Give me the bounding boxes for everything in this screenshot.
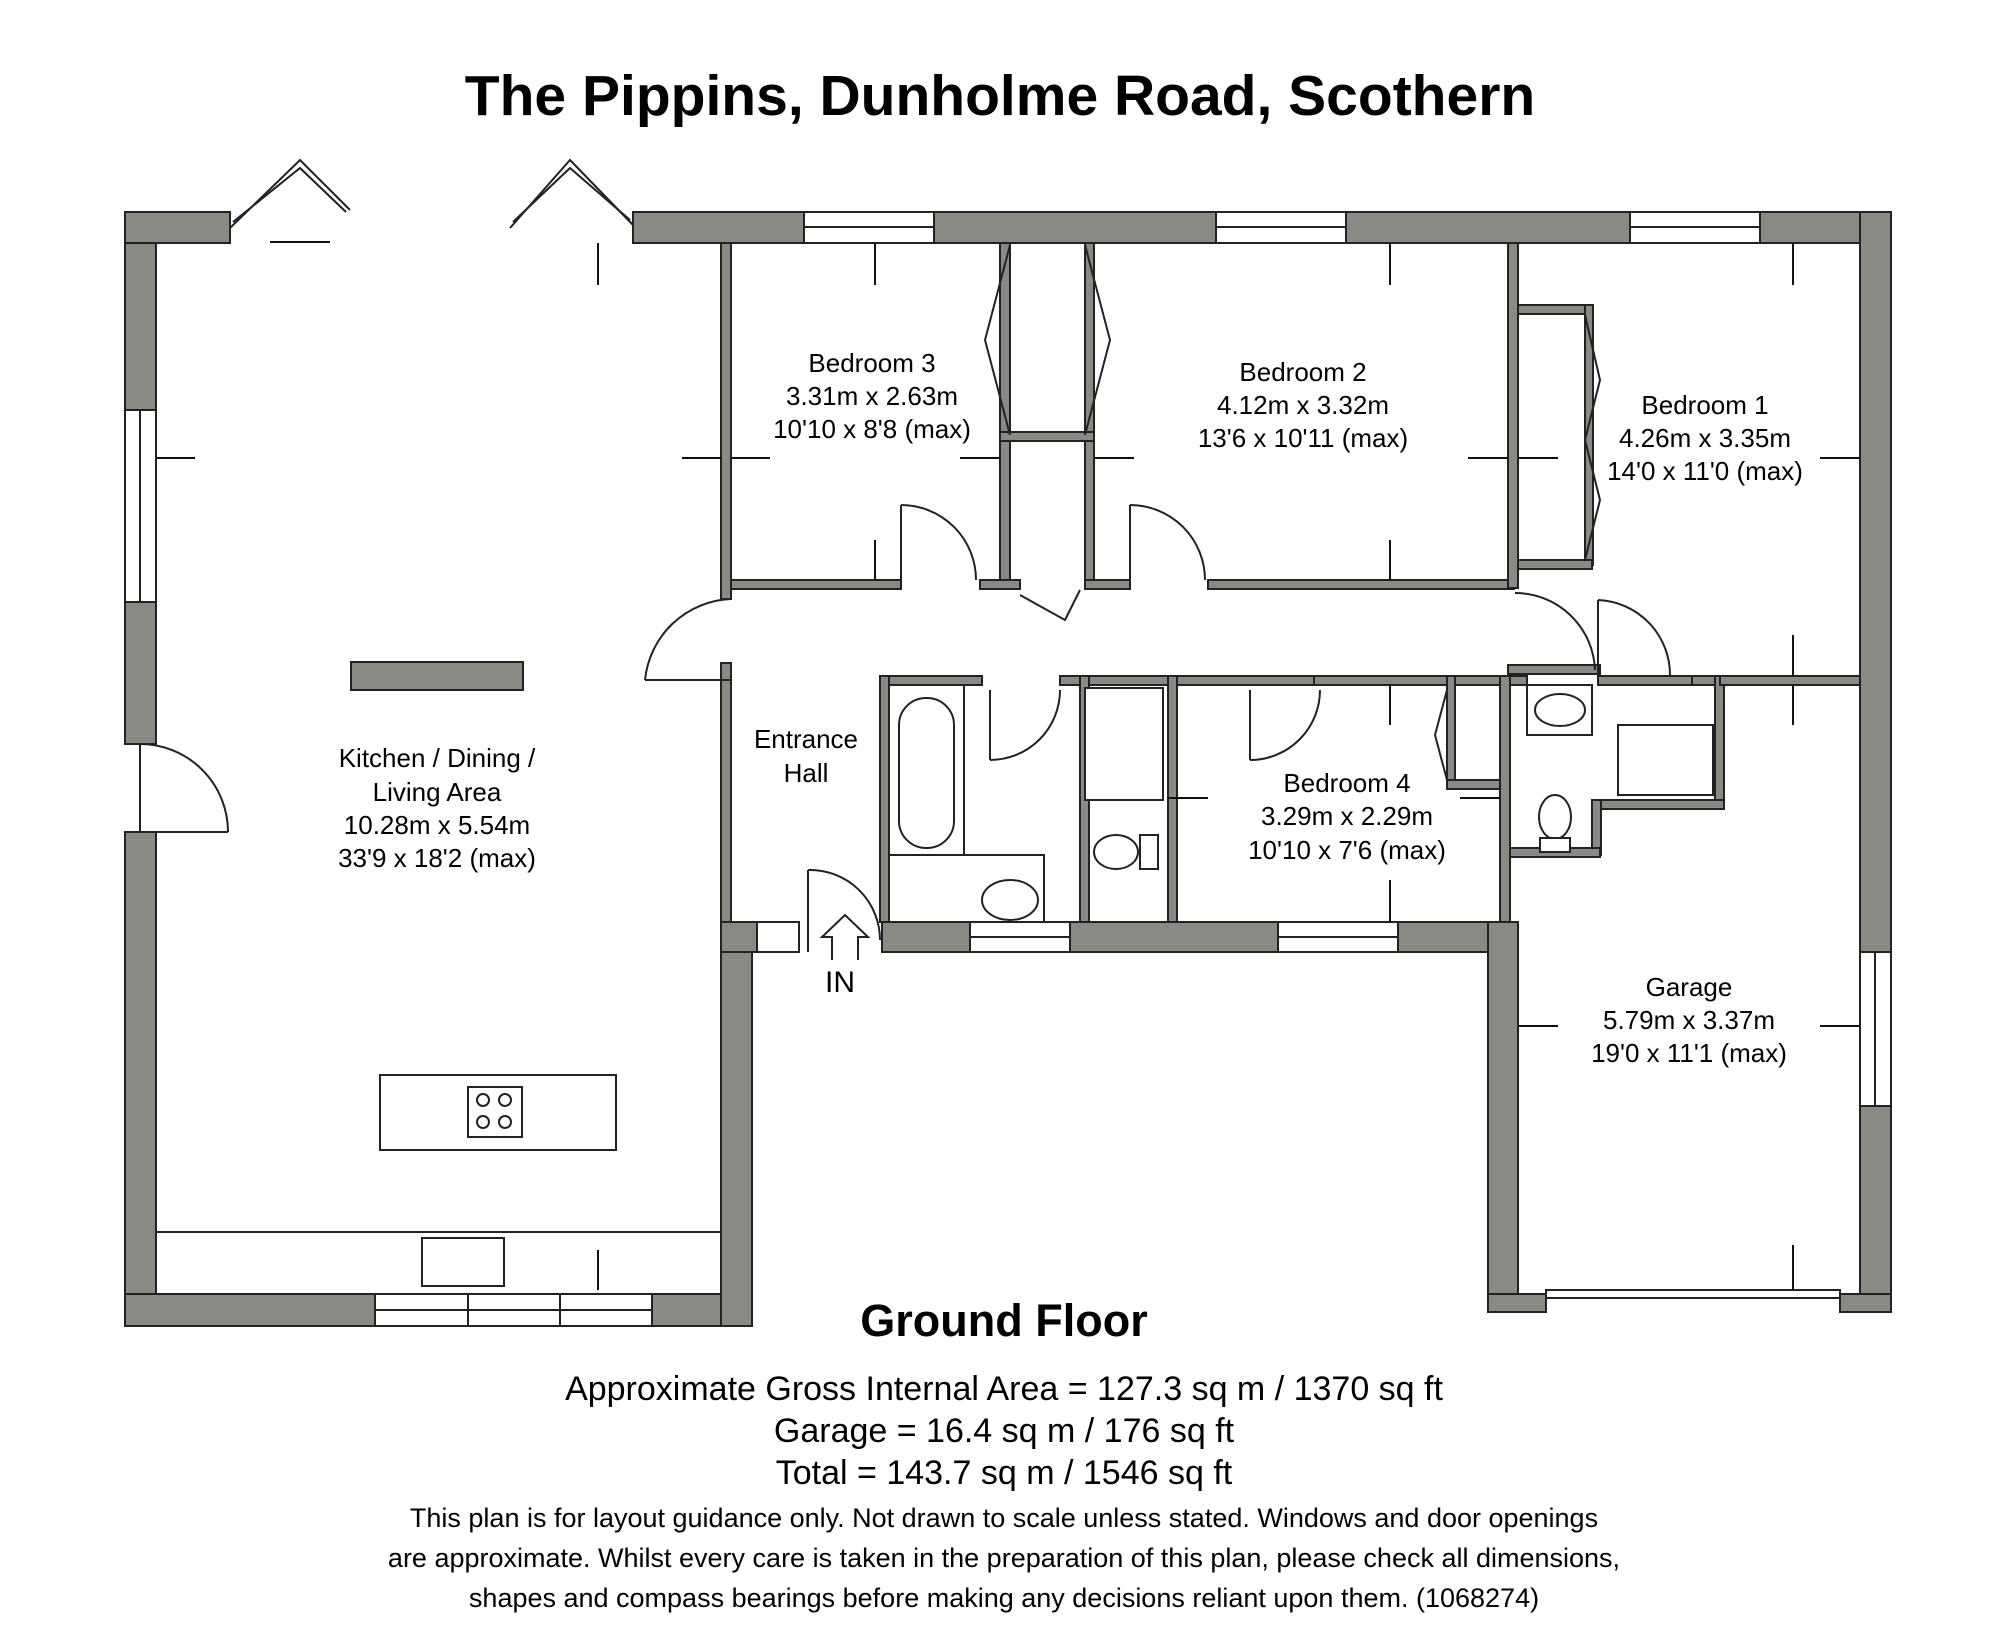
floor-label: Ground Floor [860,1295,1148,1346]
room-label-bedroom3: Bedroom 3 [808,348,936,378]
room-imperial-garage: 19'0 x 11'1 (max) [1591,1038,1787,1068]
room-label-kitchen-2: Living Area [372,777,502,807]
disclaimer-line-1: This plan is for layout guidance only. Not drawn to scale unless stated. Windows and door openings [409,1503,1599,1533]
room-label-garage: Garage [1645,972,1733,1002]
room-label-bedroom2: Bedroom 2 [1239,357,1367,387]
room-metric-bedroom4: 3.29m x 2.29m [1261,801,1433,831]
room-imperial-bedroom4: 10'10 x 7'6 (max) [1248,835,1446,865]
total-area: Total = 143.7 sq m / 1546 sq ft [775,1454,1233,1492]
room-metric-kitchen: 10.28m x 5.54m [343,810,531,840]
room-metric-garage: 5.79m x 3.37m [1603,1005,1775,1035]
room-metric-bedroom3: 3.31m x 2.63m [786,381,958,411]
gross-area: Approximate Gross Internal Area = 127.3 sq m / 1370 sq ft [565,1370,1443,1408]
room-label-bedroom1: Bedroom 1 [1641,390,1769,420]
room-label-bedroom4: Bedroom 4 [1283,768,1411,798]
room-label-kitchen-1: Kitchen / Dining / [338,743,536,773]
room-label-entrance-1: Entrance [753,724,859,754]
room-imperial-bedroom3: 10'10 x 8'8 (max) [773,414,971,444]
room-metric-bedroom1: 4.26m x 3.35m [1619,423,1791,453]
entry-arrow [822,915,868,960]
room-imperial-kitchen: 33'9 x 18'2 (max) [338,843,536,873]
disclaimer-line-3: shapes and compass bearings before making any decisions reliant upon them. (1068274) [468,1583,1540,1613]
garage-area: Garage = 16.4 sq m / 176 sq ft [773,1412,1235,1450]
entry-label: IN [825,966,855,999]
room-metric-bedroom2: 4.12m x 3.32m [1217,390,1389,420]
room-imperial-bedroom1: 14'0 x 11'0 (max) [1607,456,1803,486]
room-imperial-bedroom2: 13'6 x 10'11 (max) [1197,423,1409,453]
disclaimer-line-2: are approximate. Whilst every care is taken in the preparation of this plan, please check all dimensions, [387,1543,1621,1573]
page-title: The Pippins, Dunholme Road, Scothern [464,64,1536,128]
room-label-entrance-2: Hall [783,758,829,788]
